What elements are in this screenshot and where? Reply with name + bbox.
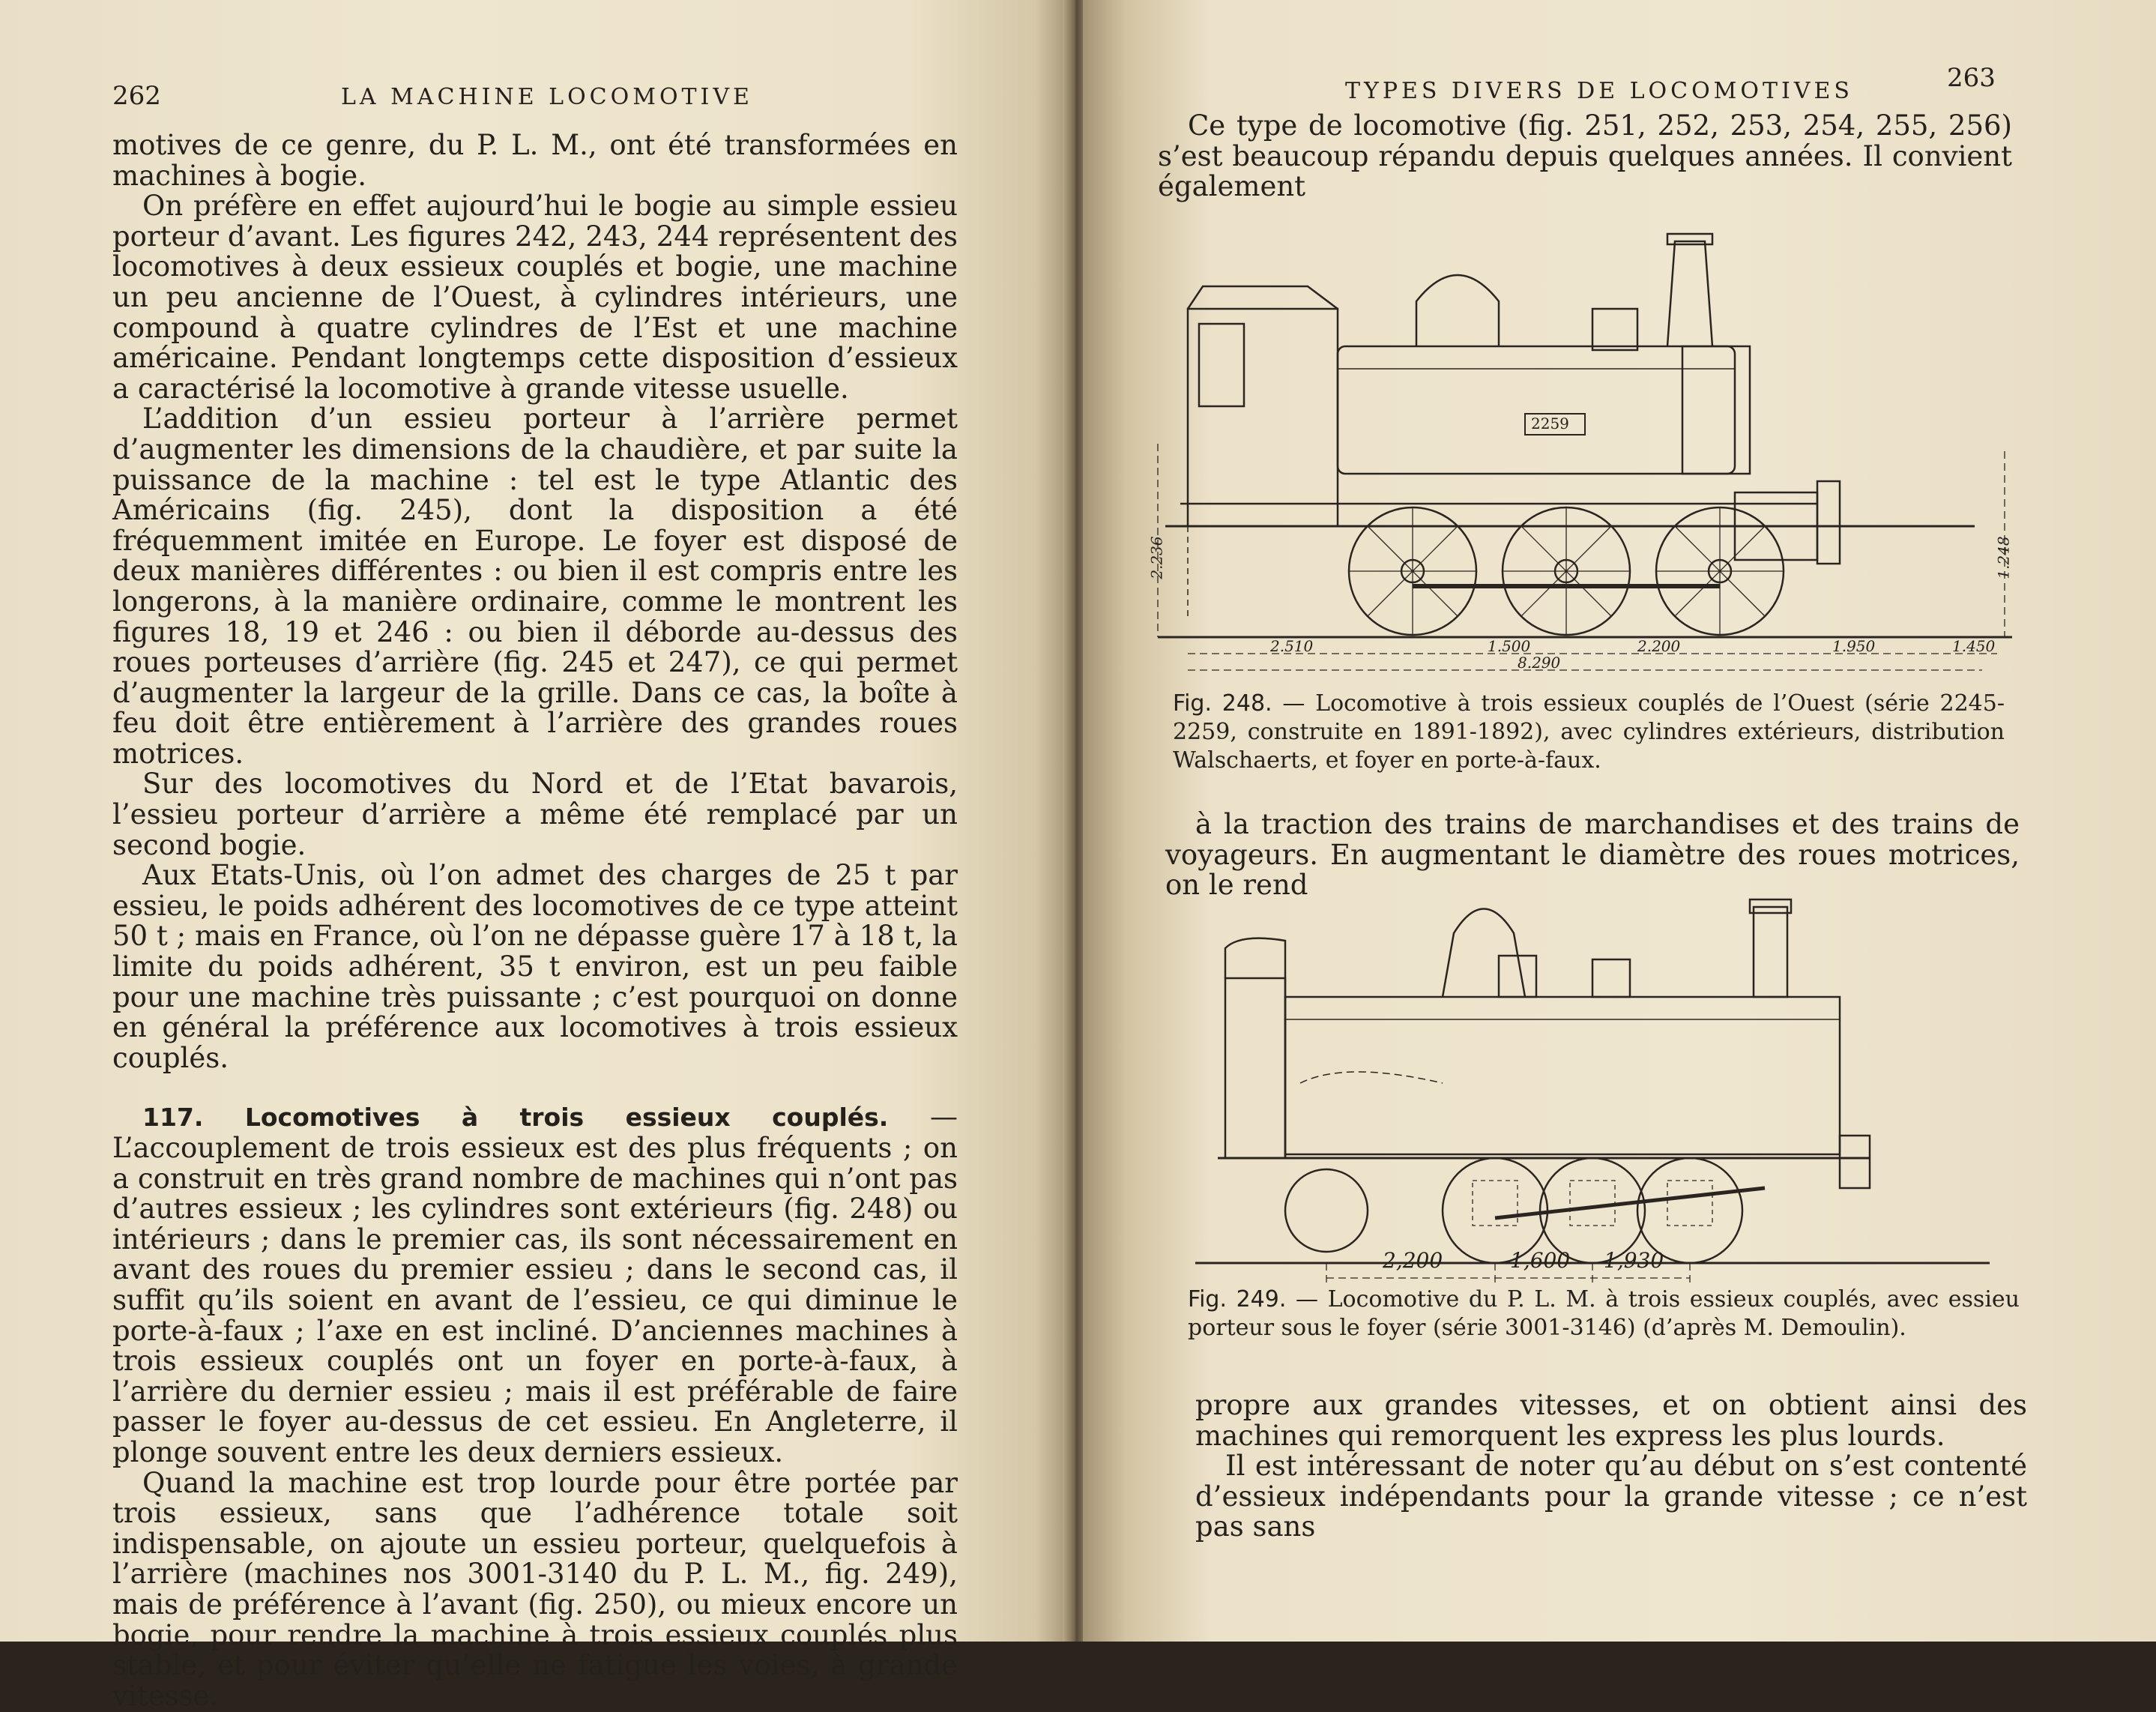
fig249-dimension: 2,200: [1383, 1248, 1443, 1273]
paragraph: Quand la machine est trop lourde pour être portée par trois essieux, sans que l’adhérence totale soit indispensable, on ajoute un essieu porteur, quelquefois à l’arrière (machines nos 3001-3140 du P. L. M., fig. 249), mais de préférence à l’avant (fig. 250), ou mieux encore un bogie, pour rendre la machine à trois essieux couplés plus stable, et pour éviter qu’elle ne fatigue les voies, à grande vitesse.: [112, 1466, 958, 1712]
figure-249-locomotive-drawing: [1195, 888, 1990, 1285]
left-body-text: [112, 130, 958, 1711]
paragraph: Sur des locomotives du Nord et de l’Etat bavarois, l’essieu porteur d’arrière a même été remplacé par un second bogie.: [112, 768, 958, 861]
fig248-dimension: 1.500: [1488, 637, 1531, 655]
paragraph: — L’accouplement de trois essieux est des plus fréquents ; on a construit en très grand nombre de machines qui n’ont pas d’autres essieux ; les cylindres sont extérieurs (fig. 248) ou intérieurs ; dans le premier cas, ils sont nécessairement en avant des roues du premier essieu ; dans le second cas, il suffit qu’ils soient en avant de l’essieu, ce qui diminue le porte-à-faux ; l’axe en est incliné. D’anciennes machines à trois essieux couplés ont un foyer en porte-à-faux, à l’arrière du dernier essieu ; mais il est préférable de faire passer le foyer au-dessus de cet essieu. En Angleterre, il plonge souvent entre les deux derniers essieux.: [112, 1100, 958, 1468]
paragraph: Il est intéressant de noter qu’au début on s’est contenté d’essieux indépendants pour la grande vitesse ; ce n’est pas sans: [1195, 1450, 2027, 1543]
fig248-dimension: 2.200: [1637, 637, 1681, 655]
section-heading: 117. Locomotives à trois essieux couplés.: [142, 1103, 889, 1133]
paragraph: Aux Etats-Unis, où l’on admet des charges de 25 t par essieu, le poids adhérent des locomotives de ce type atteint 50 t ; mais en France, où l’on ne dépasse guère 17 à 18 t, la limite du poids adhérent, 35 t environ, est un peu faible pour une machine très puissante ; c’est pourquoi on donne en général la préférence aux locomotives à trois essieux couplés.: [112, 859, 958, 1074]
left-page: [0, 0, 1068, 1712]
paragraph: On préfère en effet aujourd’hui le bogie au simple essieu porteur d’avant. Les figures 242, 243, 244 représentent des locomotives à deux essieux couplés et bogie, une machine un peu ancienne de l’Ouest, à cylindres intérieurs, une compound à quatre cylindres de l’Est et une machine américaine. Pendant longtemps cette disposition d’essieux a caractérisé la locomotive à grande vitesse usuelle.: [112, 190, 958, 405]
paragraph: motives de ce genre, du P. L. M., ont été transformées en machines à bogie.: [112, 129, 958, 192]
section-117: [112, 1102, 958, 1468]
right-top-paragraph: Ce type de locomotive (fig. 251, 252, 253, 254, 255, 256) s’est beaucoup répandu depuis quelques années. Il convient également: [1158, 109, 2012, 203]
left-page-number: 262: [112, 81, 161, 111]
fig248-dimension: 1.248: [1994, 536, 2013, 579]
right-running-head: TYPES DIVERS DE LOCOMOTIVES: [1345, 78, 1853, 104]
right-bottom-text: [1195, 1390, 2027, 1543]
fig248-dimension: 8.290: [1518, 654, 1561, 672]
right-middle-paragraph: à la traction des trains de marchandises et des trains de voyageurs. En augmentant le diamètre des roues motrices, on le rend: [1165, 808, 2020, 902]
fig248-dimension: 1.950: [1832, 637, 1876, 655]
fig249-dimension: 1,600: [1510, 1248, 1571, 1273]
right-page-number: 263: [1947, 63, 1996, 93]
right-page: [1083, 0, 2156, 1642]
fig249-dimension: 1,930: [1604, 1248, 1664, 1273]
fig249-caption: Fig. 249. — Locomotive du P. L. M. à trois essieux couplés, avec essieu porteur sous le foyer (série 3001-3146) (d’après M. Demoulin).: [1188, 1286, 2020, 1341]
fig248-number-plate: 2259: [1531, 415, 1569, 432]
paragraph: propre aux grandes vitesses, et on obtient ainsi des machines qui remorquent les express les plus lourds.: [1195, 1389, 2027, 1452]
fig248-caption: Fig. 248. — Locomotive à trois essieux couplés de l’Ouest (série 2245-2259, construite en 1891-1892), avec cylindres extérieurs, distribution Walschaerts, et foyer en porte-à-faux.: [1173, 690, 2005, 774]
fig248-dimension: 2.236: [1147, 536, 1166, 579]
figure-248-locomotive-drawing: [1147, 196, 2013, 676]
left-running-head: LA MACHINE LOCOMOTIVE: [341, 84, 753, 110]
fig248-dimension: 1.450: [1952, 637, 1996, 655]
paragraph: L’addition d’un essieu porteur à l’arrière permet d’augmenter les dimensions de la chaudière, et par suite la puissance de la machine : tel est le type Atlantic des Américains (fig. 245), dont la disposition a été fréquemment imitée en Europe. Le foyer est disposé de deux manières différentes : ou bien il est compris entre les longerons, à la manière ordinaire, comme le montrent les figures 18, 19 et 246 : ou bien il déborde au-dessus des roues porteuses d’arrière (fig. 245 et 247), ce qui permet d’augmenter la largeur de la grille. Dans ce cas, la boîte à feu doit être entièrement à l’arrière des grandes roues motrices.: [112, 403, 958, 770]
fig248-dimension: 2.510: [1270, 637, 1314, 655]
fig248-label: Fig. 248.: [1173, 690, 1272, 717]
fig249-label: Fig. 249.: [1188, 1286, 1287, 1312]
